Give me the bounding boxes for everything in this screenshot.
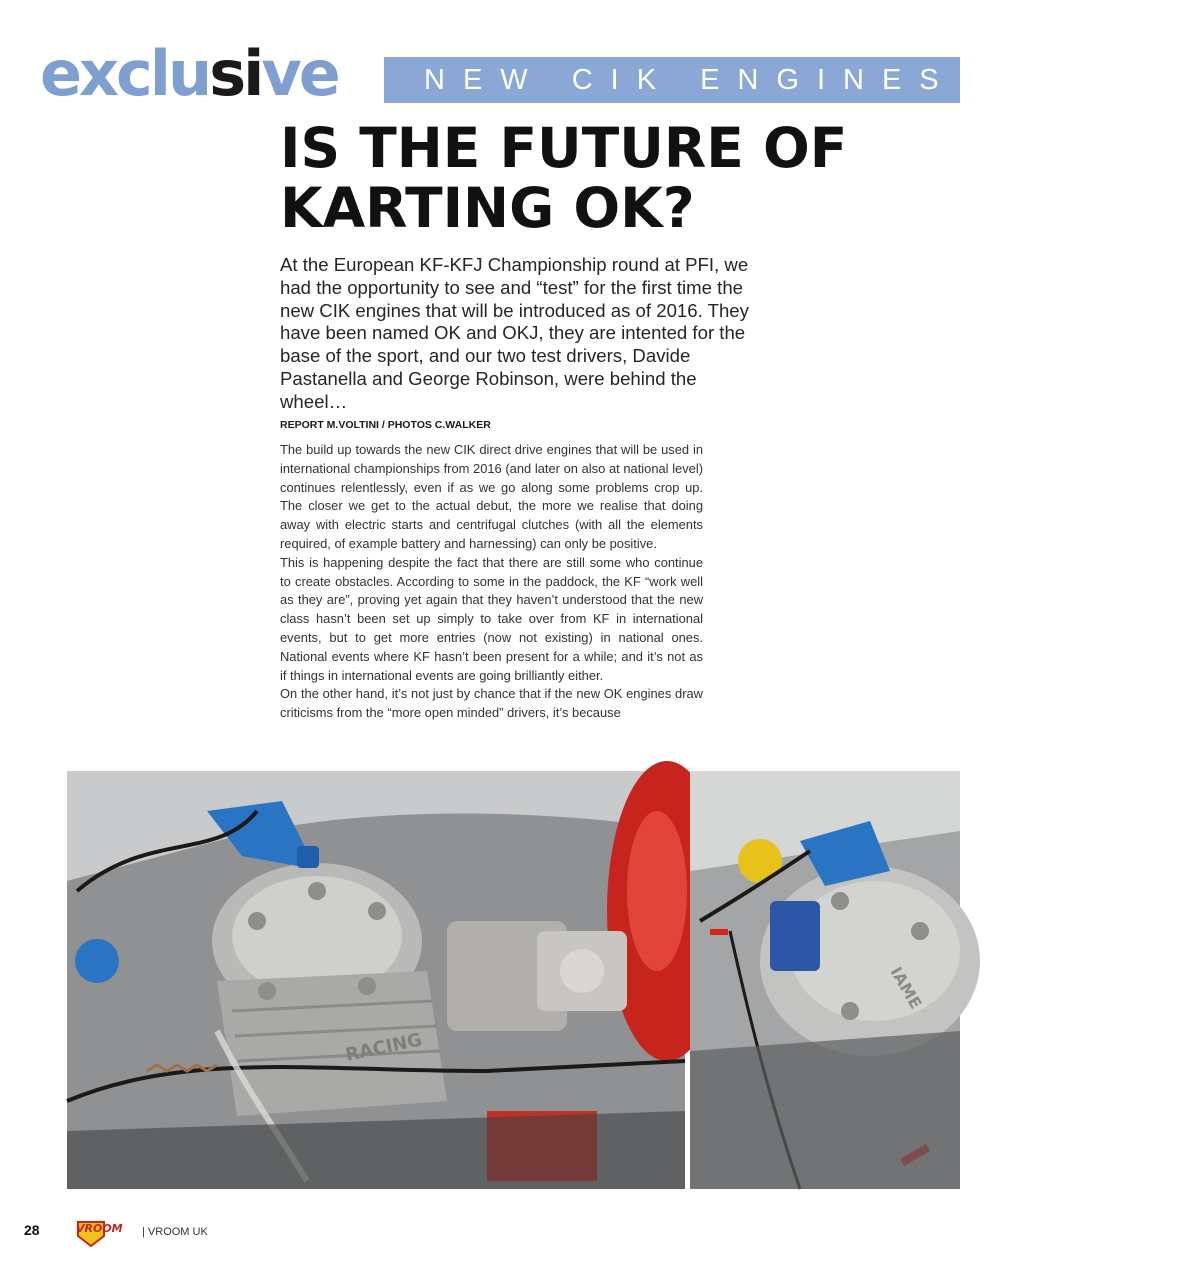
page-number: 28	[24, 1222, 40, 1238]
section-label-part3: ve	[261, 37, 338, 110]
article-intro: At the European KF-KFJ Championship round at PFI, we had the opportunity to see and “test” for the first time the new CIK engines that will be introduced as of 2016. They have been named OK and OKJ, they are intented for the base of the sport, and our two test drivers, Davide Pastanella and George Robinson, were behind the wheel…	[280, 254, 749, 412]
body-paragraph: This is happening despite the fact that there are still some who continue to create obstacles. According to some in the paddock, the KF “work well as they are”, proving yet again that they haven’t understood that the new class hasn’t been set up simply to take over from KF in international events, but to get more entries (now not existing) in national ones. National events where KF hasn’t been present for a while; and it’s not as if things in international events are going brilliantly either.	[280, 554, 703, 683]
topic-banner	[384, 57, 1177, 103]
page-footer	[24, 1218, 324, 1248]
topic-banner-text: NEW CIK ENGINES AT PFI	[424, 64, 1177, 96]
vroom-logo	[74, 1218, 142, 1248]
section-label	[40, 36, 338, 112]
article-body	[280, 441, 703, 723]
side-engine-marking: IAME	[886, 963, 926, 1013]
article-credits: REPORT M.VOLTINI / PHOTOS C.WALKER	[280, 419, 491, 431]
body-paragraph: The build up towards the new CIK direct drive engines that will be used in international championships from 2016 (and later on also at national level) continues relentlessly, even if as we go along some problems crop up. The closer we get to the actual debut, the more we realise that doing away with electric starts and centrifugal clutches (with all the elements required, of example battery and harnessing) can only be positive.	[280, 442, 703, 551]
vroom-logo-text: VROOM	[76, 1222, 123, 1235]
engine-photo-main	[67, 771, 685, 1189]
engine-photo-side	[690, 771, 960, 1189]
section-label-part1: exclu	[40, 37, 210, 110]
body-paragraph: On the other hand, it’s not just by chance that if the new OK engines draw criticisms from the “more open minded” drivers, it’s because	[280, 686, 703, 721]
brand-name: | VROOM UK	[142, 1226, 208, 1238]
headline-line-2: KARTING OK?	[280, 176, 695, 240]
photo-strip	[67, 771, 960, 1189]
article-headline	[280, 118, 940, 238]
headline-line-1: IS THE FUTURE OF	[280, 116, 848, 180]
section-label-part2: si	[209, 37, 262, 110]
main-engine-marking: RACING	[343, 1029, 424, 1066]
